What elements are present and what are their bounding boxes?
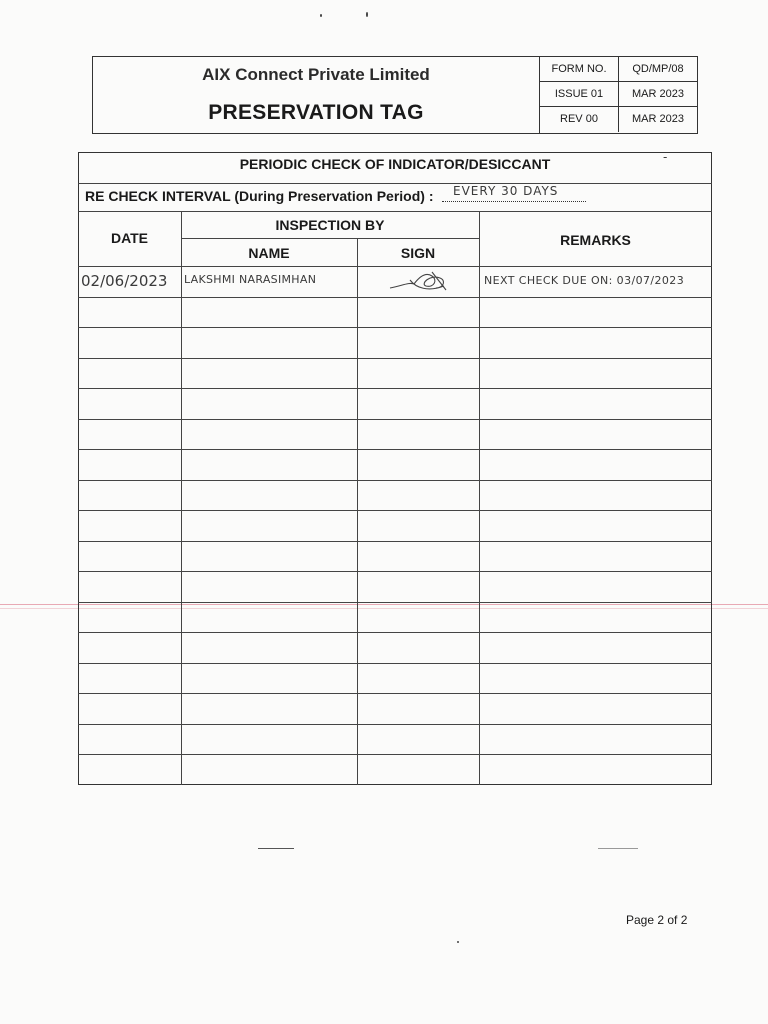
form-number-value: QD/MP/08 [632, 63, 684, 75]
row-divider [78, 632, 712, 633]
scan-speck [457, 941, 459, 943]
form-title: PRESERVATION TAG [208, 101, 424, 124]
revision-row [540, 107, 697, 132]
entry-name: LAKSHMI NARASIMHAN [184, 273, 317, 286]
table-title: PERIODIC CHECK OF INDICATOR/DESICCANT [239, 156, 551, 172]
row-divider [78, 724, 712, 725]
row-divider [78, 602, 712, 603]
row-divider [78, 754, 712, 755]
row-divider [78, 419, 712, 420]
date-header: DATE [110, 230, 149, 246]
issue-date: MAR 2023 [632, 88, 684, 100]
page-number: Page 2 of 2 [626, 913, 688, 927]
row-divider [78, 327, 712, 328]
inspection-by-divider [181, 238, 479, 239]
row-divider [78, 571, 712, 572]
check-log-table [78, 152, 712, 785]
sign-header: SIGN [400, 245, 436, 261]
remarks-header: REMARKS [560, 232, 631, 248]
row-divider [78, 541, 712, 542]
row-divider [78, 358, 712, 359]
form-header [92, 56, 698, 134]
row-divider [78, 693, 712, 694]
signature-scribble [386, 266, 466, 296]
interval-label: RE CHECK INTERVAL (During Preservation Period) : [85, 188, 434, 204]
scan-speck [366, 12, 368, 17]
row-divider [78, 449, 712, 450]
name-header: NAME [248, 245, 290, 261]
interval-divider [78, 211, 712, 212]
interval-dotted-line [442, 200, 586, 202]
row-divider [78, 388, 712, 389]
entry-date: 02/06/2023 [81, 272, 168, 290]
scan-mark [258, 848, 294, 849]
row-divider [78, 297, 712, 298]
revision-label: REV 00 [540, 107, 619, 132]
form-control-grid [540, 57, 697, 133]
row-divider [78, 663, 712, 664]
issue-label: ISSUE 01 [540, 82, 619, 107]
col-divider-sign [357, 238, 358, 785]
company-name: AIX Connect Private Limited [202, 65, 430, 84]
interval-value: EVERY 30 DAYS [453, 184, 559, 198]
inspection-by-header: INSPECTION BY [275, 217, 385, 233]
row-divider [78, 480, 712, 481]
issue-row [540, 82, 697, 107]
header-title-block [93, 57, 540, 133]
entry-remarks: NEXT CHECK DUE ON: 03/07/2023 [484, 274, 685, 287]
title-divider [78, 183, 712, 184]
form-number-label: FORM NO. [540, 57, 619, 82]
scan-speck [320, 14, 322, 17]
form-number-row [540, 57, 697, 82]
table-tick-mark: - [663, 150, 668, 164]
scan-mark [598, 848, 638, 849]
row-divider [78, 510, 712, 511]
revision-date: MAR 2023 [632, 113, 684, 125]
